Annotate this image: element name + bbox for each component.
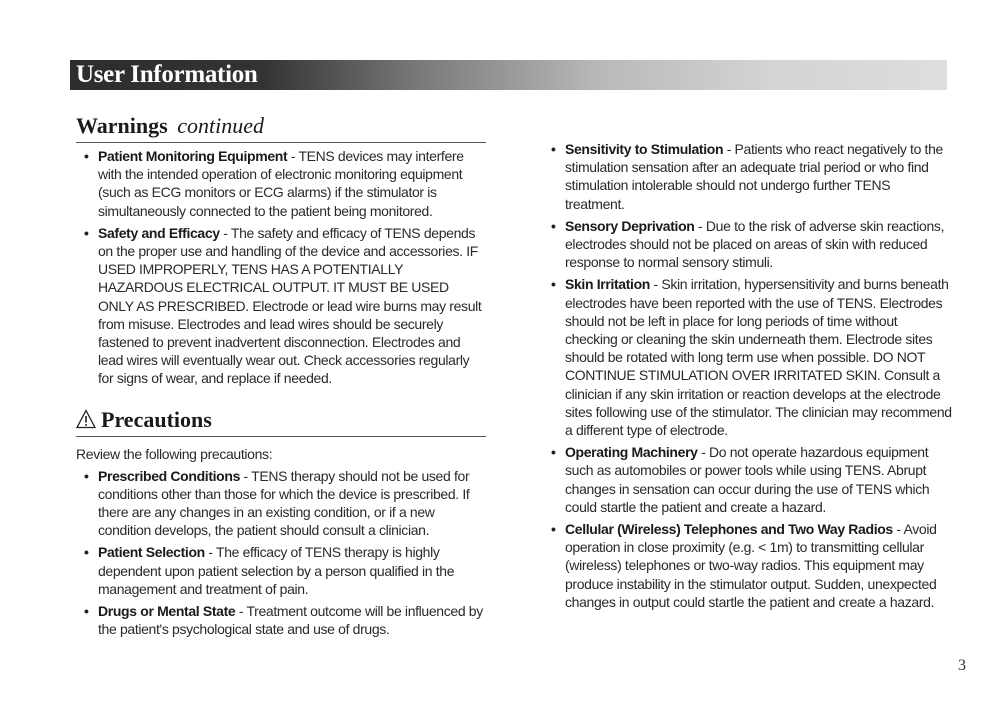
precautions-heading-text: Precautions — [101, 406, 212, 432]
precautions-list — [76, 467, 486, 639]
item-term: Drugs or Mental State — [98, 603, 236, 620]
item-text: - Skin irritation, hypersensitivity and burns beneath electrodes have been reported with the use of TENS. Electrodes should not be left in place for long periods of time without checking or cleaning the skin underneath them. Electrode sites should be rotated with long term use when possible. DO NOT CONTINUE STIMULATION OVER IRRITATED SKIN. Consult a clinician if any skin irritation or reaction develops at the electrode sites following use of the stimulator. The clinician may recommend a different type of electrode. — [565, 276, 952, 439]
item-text: - TENS therapy should not be used for conditions other than those for which the device is prescribed. If there are any changes in an existing condition, or if a new condition develops, the patient should consult a clinician. — [98, 467, 470, 539]
item-text: - Do not operate hazardous equipment such as automobiles or power tools while using TENS. Abrupt changes in sensation can occur during the use of TENS which could startle the patient and create a hazard. — [565, 444, 930, 515]
item-term: Patient Selection — [98, 544, 205, 561]
item-text: - The efficacy of TENS therapy is highly dependent upon patient selection by a person qualified in the management and treatment of pain. — [98, 544, 455, 597]
item-term: Skin Irritation — [565, 276, 650, 293]
item-text: - Avoid operation in close proximity (e.g. < 1m) to transmitting cellular (wireless) telephones or two-way radios. This equipment may produce instability in the stimulator output. Sudden, unexpected changes in output could startle the patient and create a hazard. — [565, 521, 937, 610]
list-item — [543, 520, 953, 611]
warnings-heading — [76, 112, 486, 143]
banner-title: User Information — [76, 61, 258, 88]
item-term: Operating Machinery — [565, 444, 698, 461]
item-text: - Treatment outcome will be influenced by the patient's psychological state and use of drugs. — [98, 603, 483, 638]
item-term: Cellular (Wireless) Telephones and Two Way Radios — [565, 521, 893, 538]
precautions-list-continued — [543, 140, 953, 611]
list-item — [543, 140, 953, 213]
item-text: - TENS devices may interfere with the intended operation of electronic monitoring equipment (such as ECG monitors or ECG alarms) if the stimulator is simultaneously connected to the patient being monitored. — [98, 148, 464, 219]
section-banner — [70, 60, 947, 90]
item-text: - The safety and efficacy of TENS depends on the proper use and handling of the device and accessories. IF USED IMPROPERLY, TENS HAS A POTENTIALLY HAZARDOUS ELECTRICAL OUTPUT. IT MUST BE USED ONLY AS PRESCRIBED. Electrode or lead wire burns may result from misuse. Electrodes and lead wires should be securely fastened to prevent inadvertent disconnection. Electrodes and lead wires will eventually wear out. Check accessories regularly for signs of wear, and replace if needed. — [98, 224, 482, 387]
item-text: - Patients who react negatively to the stimulation sensation after an adequate trial period or who find stimulation intolerable should not undergo further TENS treatment. — [565, 141, 943, 212]
page-number: 3 — [958, 657, 966, 674]
list-item — [76, 467, 486, 540]
warning-triangle-icon — [76, 409, 96, 429]
precautions-heading — [76, 406, 486, 437]
item-term: Safety and Efficacy — [98, 224, 220, 241]
warnings-heading-suffix: continued — [177, 113, 264, 138]
warnings-list — [76, 147, 486, 388]
left-column — [76, 112, 486, 638]
list-item — [76, 543, 486, 598]
precautions-intro: Review the following precautions: — [76, 445, 273, 462]
warnings-heading-text: Warnings — [76, 113, 168, 138]
item-text: - Due to the risk of adverse skin reactions, electrodes should not be placed on areas of skin with reduced response to normal sensory stimuli. — [565, 217, 945, 271]
item-term: Prescribed Conditions — [98, 467, 241, 484]
list-item — [76, 224, 486, 388]
item-term: Sensory Deprivation — [565, 217, 695, 234]
list-item — [76, 147, 486, 220]
list-item — [76, 602, 486, 638]
item-term: Patient Monitoring Equipment — [98, 148, 288, 164]
right-column — [543, 136, 953, 611]
list-item — [543, 217, 953, 272]
item-term: Sensitivity to Stimulation — [565, 141, 724, 157]
list-item — [543, 275, 953, 439]
list-item — [543, 443, 953, 516]
precautions-block — [76, 406, 486, 639]
